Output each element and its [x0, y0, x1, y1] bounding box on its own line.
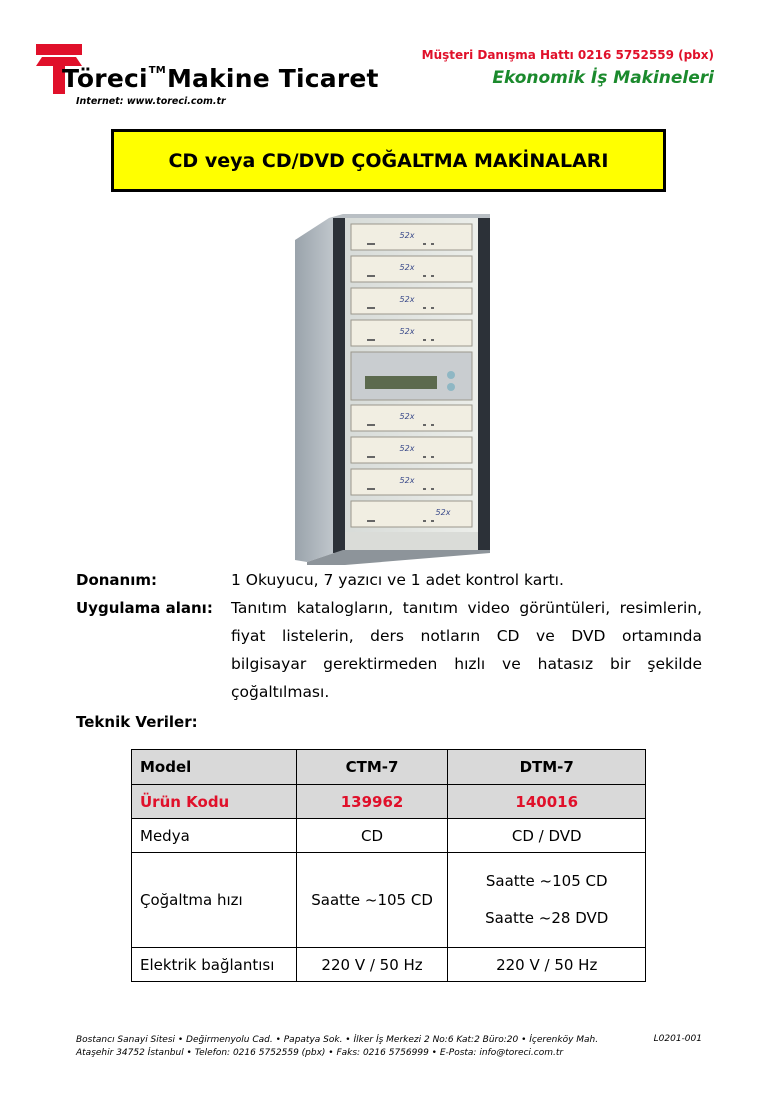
table-cell: Saatte ~105 CD — [296, 853, 448, 948]
table-cell: CD — [296, 819, 448, 853]
drive-label: 52x — [435, 508, 451, 517]
footer-line: Bostancı Sanayi Sitesi • Değirmenyolu Cad. • Papatya Sok. • İlker İş Merkezi 2 No:6 Kat:2 Büro:20 • İçerenköy Mah. — [76, 1035, 599, 1045]
table-cell: Elektrik bağlantısı — [132, 948, 297, 982]
table-cell: Ürün Kodu — [132, 785, 297, 819]
application-line: çoğaltılması. — [231, 683, 330, 701]
trademark-symbol: TM — [148, 65, 166, 76]
table-row-product-code — [132, 785, 646, 819]
table-cell: Çoğaltma hızı — [132, 853, 297, 948]
table-cell: DTM-7 — [448, 750, 646, 785]
title-banner — [111, 129, 666, 192]
application-line: fiyat listelerin, ders notların CD ve DVD ortamında — [231, 627, 702, 645]
drive-label: 52x — [399, 231, 415, 240]
table-cell: CTM-7 — [296, 750, 448, 785]
table-cell: 220 V / 50 Hz — [296, 948, 448, 982]
speed-line: Saatte ~105 CD — [485, 872, 608, 890]
table-cell: Model — [132, 750, 297, 785]
table-cell: 140016 — [448, 785, 646, 819]
table-cell: CD / DVD — [448, 819, 646, 853]
speed-line: Saatte ~28 DVD — [485, 909, 609, 927]
table-row-power — [132, 948, 646, 982]
technical-data-label: Teknik Veriler: — [76, 713, 198, 731]
drive-label: 52x — [399, 327, 415, 336]
drive-label: 52x — [399, 444, 415, 453]
company-name — [62, 64, 379, 93]
brand-rest: Makine Ticaret — [166, 64, 379, 93]
document-code: L0201-001 — [653, 1034, 702, 1044]
drive-label: 52x — [399, 295, 415, 304]
page-title: CD veya CD/DVD ÇOĞALTMA MAKİNALARI — [168, 149, 609, 172]
table-cell: 220 V / 50 Hz — [448, 948, 646, 982]
equipment-value: 1 Okuyucu, 7 yazıcı ve 1 adet kontrol kartı. — [231, 571, 564, 589]
table-cell — [448, 853, 646, 948]
slogan: Ekonomik İş Makineleri — [492, 68, 714, 88]
table-row-speed — [132, 853, 646, 948]
customer-hotline: Müşteri Danışma Hattı 0216 5752559 (pbx) — [421, 48, 714, 62]
technical-data-table — [131, 749, 646, 982]
internet-address: Internet: www.toreci.com.tr — [76, 96, 226, 107]
table-cell: 139962 — [296, 785, 448, 819]
brand-name: Töreci — [62, 64, 148, 93]
table-header-row — [132, 750, 646, 785]
footer-line: Ataşehir 34752 İstanbul • Telefon: 0216 5752559 (pbx) • Faks: 0216 5756999 • E-Posta: info@toreci.com.tr — [76, 1048, 564, 1058]
cd-duplicator-tower-image — [283, 210, 495, 565]
drive-label: 52x — [399, 476, 415, 485]
equipment-label: Donanım: — [76, 571, 158, 589]
application-line: bilgisayar gerektirmeden hızlı ve hatasız bir şekilde — [231, 655, 702, 673]
application-label: Uygulama alanı: — [76, 599, 213, 617]
application-line: Tanıtım katalogların, tanıtım video görüntüleri, resimlerin, — [231, 599, 702, 617]
drive-label: 52x — [399, 263, 415, 272]
drive-label: 52x — [399, 412, 415, 421]
table-cell: Medya — [132, 819, 297, 853]
footer-address — [76, 1034, 598, 1060]
table-row-media — [132, 819, 646, 853]
